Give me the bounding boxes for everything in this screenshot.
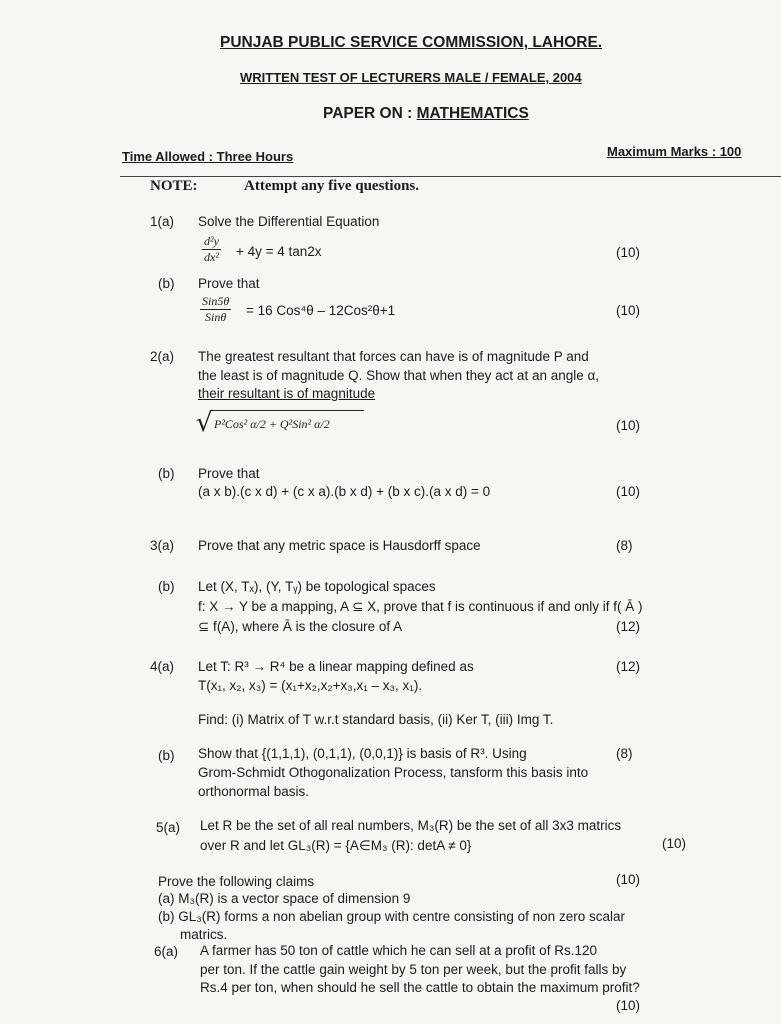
header-divider <box>120 176 781 177</box>
q4a-line2: T(x₁, x₂, x₃) = (x₁+x₂,x₂+x₃,x₁ – x₃, x₁). <box>198 678 423 693</box>
test-title: WRITTEN TEST OF LECTURERS MALE / FEMALE, 2004 <box>240 70 582 85</box>
q5a-line1: Let R be the set of all real numbers, M₃(R) be the set of all 3x3 matrics <box>200 818 622 833</box>
q2b-text: Prove that <box>198 466 260 481</box>
q1b-text: Prove that <box>198 276 260 291</box>
q4b-label: (b) <box>158 748 175 763</box>
q6a-line3: Rs.4 per ton, when should he sell the cattle to obtain the maximum profit? <box>200 980 640 995</box>
q1b-fraction <box>200 294 231 325</box>
q2a-label: 2(a) <box>150 349 175 364</box>
q1b-label: (b) <box>158 276 175 291</box>
q2a-marks: (10) <box>616 418 641 433</box>
q6a-label: 6(a) <box>154 944 179 959</box>
paper-title <box>323 105 529 123</box>
q2a-line1: The greatest resultant that forces can have is of magnitude P and <box>198 349 589 364</box>
paper-subject: MATHEMATICS <box>416 105 529 122</box>
org-title: PUNJAB PUBLIC SERVICE COMMISSION, LAHORE. <box>220 34 603 51</box>
q6a-line1: A farmer has 50 ton of cattle which he can sell at a profit of Rs.120 <box>200 943 597 958</box>
q5a-line2: over R and let GL₃(R) = {A∈M₃ (R): detA ≠ 0} <box>200 838 472 853</box>
note-label: NOTE: <box>150 178 198 194</box>
time-allowed: Time Allowed : Three Hours <box>122 149 294 164</box>
q1a-fraction <box>202 234 221 265</box>
q1a-text: Solve the Differential Equation <box>198 214 380 229</box>
note-text: Attempt any five questions. <box>244 178 419 194</box>
maximum-marks: Maximum Marks : 100 <box>607 144 742 159</box>
q1b-frac-den: Sinθ <box>205 310 227 324</box>
q5-claim-b: (b) GL₃(R) forms a non abelian group with centre consisting of non zero scalar <box>158 909 625 924</box>
q2a-formula: P²Cos² α/2 + Q²Sin² α/2 <box>212 410 364 449</box>
q4a-marks: (12) <box>616 659 641 674</box>
q2b-formula: (a x b).(c x d) + (c x a).(b x d) + (b x c).(a x d) = 0 <box>198 484 491 499</box>
sqrt-icon: √ <box>196 408 213 438</box>
q2b-marks: (10) <box>616 484 641 499</box>
q4b-line2: Grom-Schmidt Othogonalization Process, tansform this basis into <box>198 765 589 780</box>
q3b-line2: f: X → Y be a mapping, A ⊆ X, prove that f is continuous if and only if f( Ā ) <box>198 599 643 614</box>
q1b-frac-num: Sin5θ <box>202 294 230 308</box>
q3a-label: 3(a) <box>150 538 175 553</box>
q4b-marks: (8) <box>616 746 633 761</box>
q6a-marks: (10) <box>616 998 641 1013</box>
q3b-line3: ⊆ f(A), where Ā is the closure of A <box>198 619 403 634</box>
q4a-line1: Let T: R³ → R⁴ be a linear mapping defined as <box>198 659 474 674</box>
q3b-label: (b) <box>158 579 175 594</box>
q5-claims-marks: (10) <box>616 872 641 887</box>
q4b-line1: Show that {(1,1,1), (0,1,1), (0,0,1)} is basis of R³. Using <box>198 746 527 761</box>
q4b-line3: orthonormal basis. <box>198 784 310 799</box>
q3b-line1: Let (X, Tₓ), (Y, Tᵧ) be topological spaces <box>198 579 436 594</box>
q1b-marks: (10) <box>616 303 641 318</box>
q5a-label: 5(a) <box>156 820 181 835</box>
paper-prefix: PAPER ON : <box>323 105 417 122</box>
q2b-label: (b) <box>158 466 175 481</box>
q3a-text: Prove that any metric space is Hausdorff space <box>198 538 481 553</box>
q1a-equation: + 4y = 4 tan2x <box>236 244 322 259</box>
q5-claims: Prove the following claims <box>158 874 315 889</box>
q1b-equation: = 16 Cos⁴θ – 12Cos²θ+1 <box>246 303 396 318</box>
q2a-line3: their resultant is of magnitude <box>198 386 376 401</box>
q5-claim-b-cont: matrics. <box>180 927 228 942</box>
q4a-line3: Find: (i) Matrix of T w.r.t standard basis, (ii) Ker T, (iii) Img T. <box>198 712 554 727</box>
q1a-label: 1(a) <box>150 214 175 229</box>
q5-claim-a: (a) M₃(R) is a vector space of dimension 9 <box>158 891 411 906</box>
q6a-line2: per ton. If the cattle gain weight by 5 ton per week, but the profit falls by <box>200 962 627 977</box>
q3a-marks: (8) <box>616 538 633 553</box>
q1a-marks: (10) <box>616 245 641 260</box>
q1a-frac-den: dx² <box>204 250 219 264</box>
q3b-marks: (12) <box>616 619 641 634</box>
q2a-line2: the least is of magnitude Q. Show that when they act at an angle α, <box>198 368 600 383</box>
q1a-frac-num: d²y <box>204 234 219 248</box>
q4a-label: 4(a) <box>150 659 175 674</box>
q5a-marks: (10) <box>662 836 687 851</box>
